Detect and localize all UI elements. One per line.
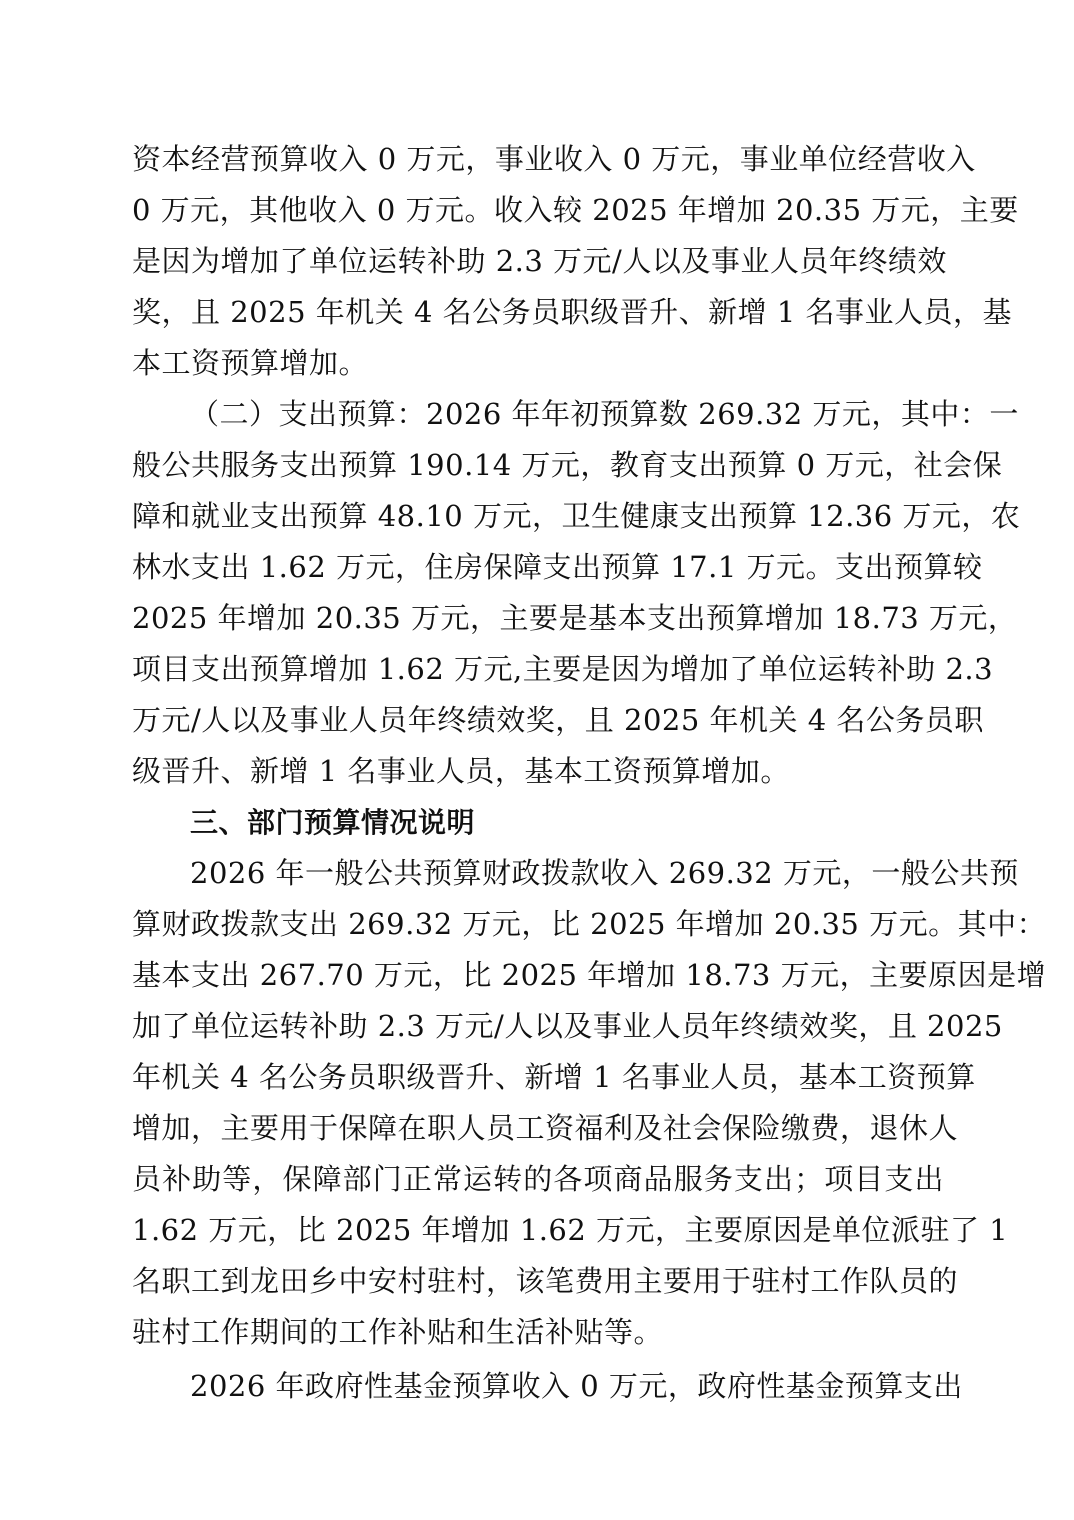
- paragraph-line: 驻村工作期间的工作补贴和生活补贴等。: [132, 1315, 664, 1349]
- paragraph-line: 本工资预算增加。: [132, 346, 369, 380]
- paragraph-line: 2026 年政府性基金预算收入 0 万元，政府性基金预算支出: [190, 1369, 963, 1403]
- section-heading: 三、部门预算情况说明: [190, 806, 476, 839]
- paragraph-line: 2026 年一般公共预算财政拨款收入 269.32 万元，一般公共预: [190, 856, 1019, 890]
- paragraph-line: 般公共服务支出预算 190.14 万元，教育支出预算 0 万元，社会保: [132, 448, 1003, 482]
- fund-budget-paragraph: [132, 1361, 963, 1412]
- paragraph-line: 年机关 4 名公务员职级晋升、新增 1 名事业人员，基本工资预算: [132, 1060, 976, 1094]
- paragraph-line: 是因为增加了单位运转补助 2.3 万元/人以及事业人员年终绩效: [132, 244, 947, 278]
- paragraph-line: 员补助等，保障部门正常运转的各项商品服务支出；项目支出: [132, 1162, 944, 1196]
- paragraph-line: 1.62 万元，比 2025 年增加 1.62 万元，主要原因是单位派驻了 1: [132, 1213, 1009, 1247]
- paragraph-line: 林水支出 1.62 万元，住房保障支出预算 17.1 万元。支出预算较: [132, 550, 983, 584]
- general-budget-paragraph: [132, 848, 1047, 1358]
- paragraph-line: 0 万元，其他收入 0 万元。收入较 2025 年增加 20.35 万元，主要: [132, 193, 1019, 227]
- paragraph-line: 加了单位运转补助 2.3 万元/人以及事业人员年终绩效奖，且 2025: [132, 1009, 1003, 1043]
- paragraph-line: 项目支出预算增加 1.62 万元,主要是因为增加了单位运转补助 2.3: [132, 652, 994, 686]
- paragraph-line: 增加，主要用于保障在职人员工资福利及社会保险缴费，退休人: [132, 1111, 959, 1145]
- document-body: [132, 134, 1047, 1412]
- paragraph-line: 资本经营预算收入 0 万元，事业收入 0 万元，事业单位经营收入: [132, 142, 976, 176]
- paragraph-line: 万元/人以及事业人员年终绩效奖，且 2025 年机关 4 名公务员职: [132, 703, 984, 737]
- paragraph-line: 障和就业支出预算 48.10 万元，卫生健康支出预算 12.36 万元，农: [132, 499, 1021, 533]
- paragraph-line: 算财政拨款支出 269.32 万元，比 2025 年增加 20.35 万元。其中：: [132, 907, 1047, 941]
- paragraph-line: 奖，且 2025 年机关 4 名公务员职级晋升、新增 1 名事业人员，基: [132, 295, 1013, 329]
- paragraph-line: 基本支出 267.70 万元，比 2025 年增加 18.73 万元，主要原因是增: [132, 958, 1047, 992]
- paragraph-line: 名职工到龙田乡中安村驻村，该笔费用主要用于驻村工作队员的: [132, 1264, 959, 1298]
- paragraph-line: 级晋升、新增 1 名事业人员，基本工资预算增加。: [132, 754, 790, 788]
- income-paragraph: [132, 134, 1019, 389]
- paragraph-line: （二）支出预算：2026 年年初预算数 269.32 万元，其中：一: [190, 397, 1019, 431]
- paragraph-line: 2025 年增加 20.35 万元，主要是基本支出预算增加 18.73 万元，: [132, 601, 1018, 635]
- expenditure-paragraph: [132, 389, 1021, 797]
